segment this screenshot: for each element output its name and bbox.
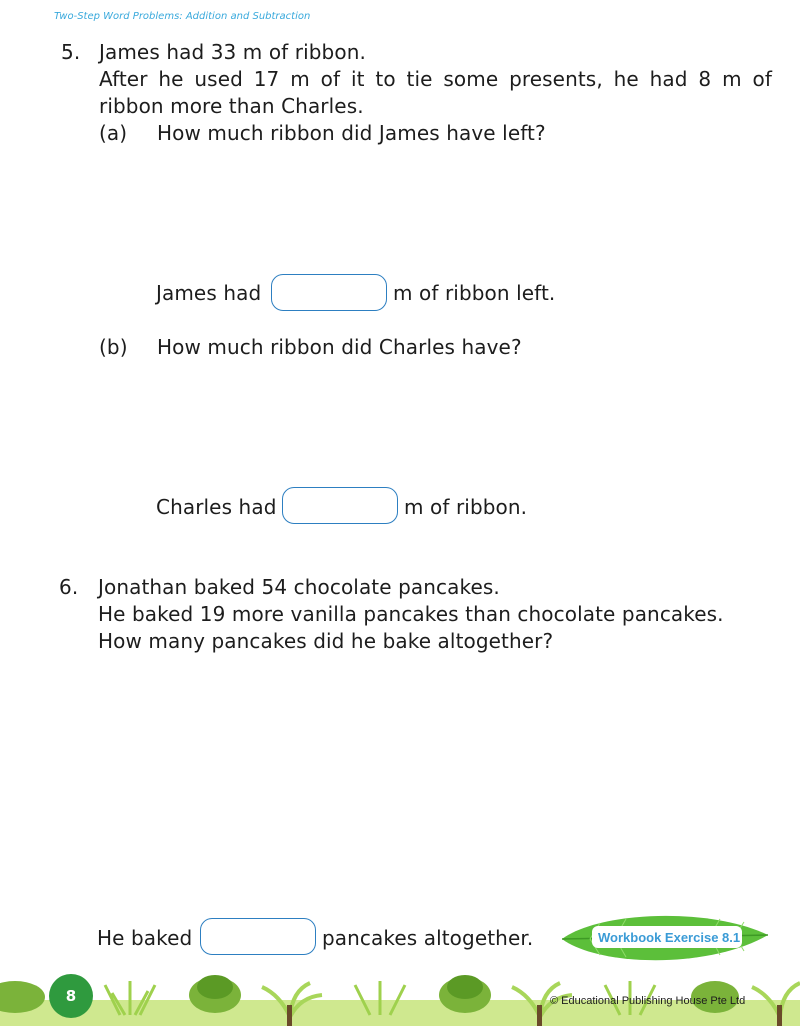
answer-5b-box[interactable]: [282, 487, 398, 524]
answer-5a-suffix: m of ribbon left.: [393, 281, 556, 305]
answer-5a-box[interactable]: [271, 274, 387, 311]
question-5b-label: (b): [99, 335, 128, 359]
question-5-line-1: James had 33 m of ribbon.: [99, 40, 366, 64]
question-6-line-1: Jonathan baked 54 chocolate pancakes.: [98, 575, 500, 599]
question-6-line-3: How many pancakes did he bake altogether?: [98, 629, 554, 653]
question-5-line-3: ribbon more than Charles.: [99, 94, 364, 118]
question-5a-label: (a): [99, 121, 128, 145]
copyright-notice: © Educational Publishing House Pte Ltd: [550, 995, 746, 1007]
question-5b-text: How much ribbon did Charles have?: [157, 335, 522, 359]
answer-5b-suffix: m of ribbon.: [404, 495, 528, 519]
question-6-line-2: He baked 19 more vanilla pancakes than chocolate pancakes.: [98, 602, 724, 626]
question-6-number: 6.: [59, 575, 79, 599]
workbook-exercise-label: Workbook Exercise 8.1: [598, 930, 741, 945]
running-header: Two-Step Word Problems: Addition and Subtraction: [54, 11, 311, 22]
answer-6-box[interactable]: [200, 918, 316, 955]
page-number-badge: 8: [49, 974, 93, 1018]
answer-6-prefix: He baked: [97, 926, 193, 950]
answer-6-suffix: pancakes altogether.: [322, 926, 534, 950]
question-5-number: 5.: [61, 40, 81, 64]
answer-5b-prefix: Charles had: [156, 495, 277, 519]
question-5-line-2: After he used 17 m of it to tie some presents, he had 8 m of: [99, 67, 772, 91]
answer-5a-prefix: James had: [156, 281, 262, 305]
question-5a-text: How much ribbon did James have left?: [157, 121, 546, 145]
